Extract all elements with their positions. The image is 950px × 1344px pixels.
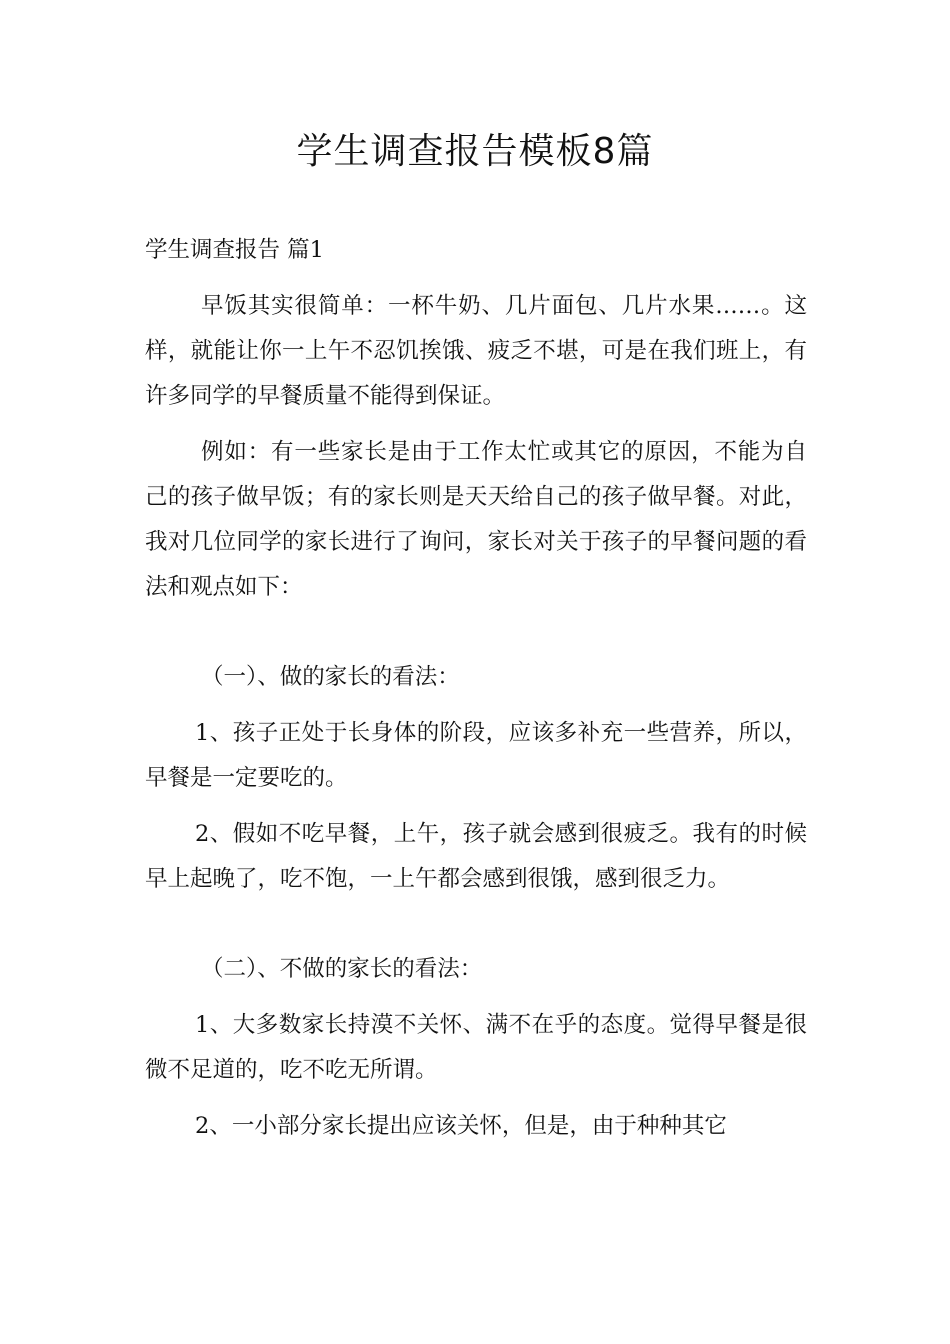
section-title: 学生调查报告 篇1: [145, 237, 324, 263]
list-item: 2、假如不吃早餐，上午，孩子就会感到很疲乏。我有的时候早上起晚了，吃不饱，一上午都会感到很饿，感到很乏力。: [145, 821, 807, 892]
blank-line: [145, 610, 807, 655]
list-item: 1、孩子正处于长身体的阶段，应该多补充一些营养，所以，早餐是一定要吃的。: [145, 720, 807, 791]
document-title: 学生调查报告模板8篇: [296, 131, 654, 172]
paragraph: 例如：有一些家长是由于工作太忙或其它的原因，不能为自己的孩子做早饭；有的家长则是天天给自己的孩子做早餐。对此，我对几位同学的家长进行了询问，家长对关于孩子的早餐问题的看法和观点如下：: [145, 439, 807, 600]
list-item: 2、一小部分家长提出应该关怀，但是，由于种种其它: [195, 1113, 727, 1139]
subsection-heading: （二）、不做的家长的看法：: [201, 956, 483, 982]
blank-line: [145, 902, 807, 947]
subsection-heading: （一）、做的家长的看法：: [201, 664, 460, 690]
paragraph: 早饭其实很简单：一杯牛奶、几片面包、几片水果……。这样，就能让你一上午不忍饥挨饿、疲乏不堪，可是在我们班上，有许多同学的早餐质量不能得到保证。: [145, 293, 807, 409]
list-item: 1、大多数家长持漠不关怀、满不在乎的态度。觉得早餐是很微不足道的，吃不吃无所谓。: [145, 1012, 807, 1083]
document-body: [145, 228, 807, 1149]
